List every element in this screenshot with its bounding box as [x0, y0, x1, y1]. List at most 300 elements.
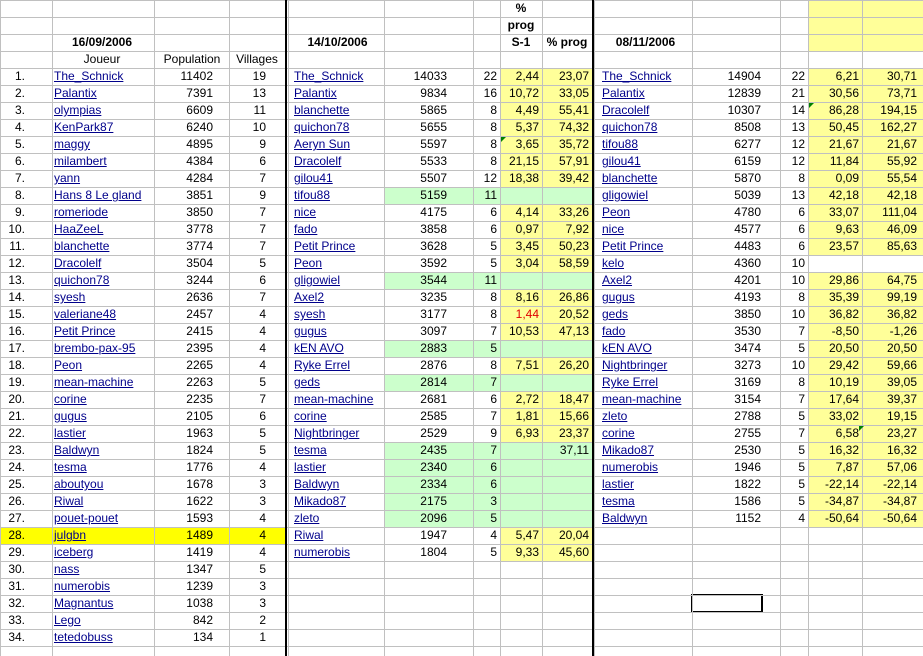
villages-cell: 7: [259, 290, 266, 304]
player-link[interactable]: gilou41: [602, 154, 641, 168]
prog-s1-cell: 50,45: [828, 120, 859, 134]
villages-cell: 7: [798, 392, 805, 406]
player-link[interactable]: mean-machine: [294, 392, 374, 406]
prog-s1-cell: 10,19: [828, 375, 859, 389]
villages-cell: 6: [490, 205, 497, 219]
villages-cell: 14: [791, 103, 805, 117]
player-link[interactable]: KenPark87: [54, 120, 114, 134]
population-cell: 2457: [186, 307, 213, 321]
villages-cell: 4: [259, 545, 266, 559]
block1-date: 16/09/2006: [71, 35, 133, 49]
villages-cell: 10: [791, 273, 805, 287]
player-link[interactable]: kEN AVO: [294, 341, 344, 355]
prog-cell: 26,20: [558, 358, 589, 372]
prog-s1-cell: 8,16: [515, 290, 539, 304]
player-link[interactable]: milambert: [54, 154, 107, 168]
player-link[interactable]: gligowiel: [602, 188, 649, 202]
player-link[interactable]: tifou88: [294, 188, 331, 202]
player-link[interactable]: The_Schnick: [294, 69, 364, 83]
population-cell: 14033: [413, 69, 447, 83]
prog-cell: 23,27: [886, 426, 917, 440]
population-cell: 4384: [186, 154, 213, 168]
player-link[interactable]: gilou41: [294, 171, 333, 185]
player-link[interactable]: zleto: [602, 409, 628, 423]
prog-s1-cell: [500, 510, 542, 527]
villages-cell: 4: [259, 528, 266, 542]
prog-s1-cell: [500, 187, 542, 204]
prog-s1-cell: 7,87: [835, 460, 859, 474]
prog-s1-cell: [808, 255, 862, 272]
player-link[interactable]: geds: [602, 307, 629, 321]
population-cell: 3858: [420, 222, 447, 236]
population-cell: 1776: [186, 460, 213, 474]
villages-cell: 10: [791, 358, 805, 372]
player-link[interactable]: Peon: [54, 358, 83, 372]
villages-cell: 8: [490, 120, 497, 134]
player-link[interactable]: Mikado87: [602, 443, 655, 457]
population-cell: 3474: [734, 341, 761, 355]
player-link[interactable]: Petit Prince: [54, 324, 116, 338]
player-link[interactable]: julgbn: [54, 528, 87, 542]
villages-cell: 7: [259, 239, 266, 253]
player-link[interactable]: quichon78: [54, 273, 110, 287]
prog-cell: 99,19: [886, 290, 917, 304]
villages-cell: 6: [259, 273, 266, 287]
villages-cell: 8: [490, 358, 497, 372]
population-cell: 8508: [734, 120, 761, 134]
player-link[interactable]: The_Schnick: [602, 69, 672, 83]
population-cell: 3235: [420, 290, 447, 304]
villages-cell: 6: [798, 239, 805, 253]
player-link[interactable]: gugus: [294, 324, 327, 338]
selected-cell[interactable]: [691, 594, 763, 613]
prog-cell: 30,71: [886, 69, 917, 83]
population-cell: 6277: [734, 137, 761, 151]
grid-col-line: [288, 0, 289, 656]
prog-s1-cell: 30,56: [828, 86, 859, 100]
population-cell: 5507: [420, 171, 447, 185]
population-cell: 4577: [734, 222, 761, 236]
player-link[interactable]: romeriode: [54, 205, 109, 219]
prog-cell: 57,06: [886, 460, 917, 474]
population-cell: 10307: [727, 103, 761, 117]
rank-cell: 18.: [8, 358, 25, 372]
prog-s1-cell: 36,82: [828, 307, 859, 321]
prog-s1-cell: 3,45: [515, 239, 539, 253]
population-cell: 842: [192, 613, 213, 627]
prog-s1-cell: -34,87: [824, 494, 859, 508]
villages-cell: 4: [259, 511, 266, 525]
player-link[interactable]: gugus: [54, 409, 87, 423]
population-cell: 1347: [186, 562, 213, 576]
villages-cell: 7: [259, 205, 266, 219]
villages-cell: 3: [259, 596, 266, 610]
villages-cell: 8: [490, 290, 497, 304]
rank-cell: 17.: [8, 341, 25, 355]
prog-cell: -22,14: [882, 477, 917, 491]
prog-cell: 39,37: [886, 392, 917, 406]
villages-cell: 3: [259, 477, 266, 491]
player-link[interactable]: quichon78: [602, 120, 658, 134]
villages-cell: 5: [259, 256, 266, 270]
player-link[interactable]: blanchette: [54, 239, 110, 253]
prog-s1-cell: 3,65: [515, 137, 539, 151]
population-cell: 1419: [186, 545, 213, 559]
prog-cell: -1,26: [889, 324, 917, 338]
villages-cell: 22: [483, 69, 497, 83]
grid-row-line: [0, 0, 923, 1]
population-cell: 2175: [420, 494, 447, 508]
player-link[interactable]: fado: [602, 324, 626, 338]
villages-cell: 9: [259, 137, 266, 151]
villages-cell: 12: [791, 137, 805, 151]
villages-cell: 10: [791, 307, 805, 321]
prog-cell: [542, 272, 592, 289]
population-cell: 6159: [734, 154, 761, 168]
prog-s1-cell: 9,33: [515, 545, 539, 559]
rank-cell: 24.: [8, 460, 25, 474]
villages-cell: 6: [490, 222, 497, 236]
population-cell: 5159: [420, 188, 447, 202]
villages-cell: 5: [490, 545, 497, 559]
rank-cell: 1.: [14, 69, 25, 83]
villages-cell: 5: [798, 341, 805, 355]
player-link[interactable]: pouet-pouet: [54, 511, 119, 525]
player-link[interactable]: geds: [294, 375, 321, 389]
population-cell: 11402: [180, 69, 213, 83]
villages-cell: 7: [490, 409, 497, 423]
player-link[interactable]: valeriane48: [54, 307, 117, 321]
villages-cell: 5: [798, 443, 805, 457]
prog-cell: 33,26: [558, 205, 589, 219]
population-cell: 6240: [186, 120, 213, 134]
player-link[interactable]: lastier: [294, 460, 327, 474]
prog-s1-cell: 1,81: [515, 409, 539, 423]
population-cell: 2235: [186, 392, 213, 406]
player-link[interactable]: Peon: [294, 256, 323, 270]
player-link[interactable]: tifou88: [602, 137, 639, 151]
player-link[interactable]: Mikado87: [294, 494, 347, 508]
player-link[interactable]: quichon78: [294, 120, 350, 134]
villages-cell: 7: [259, 392, 266, 406]
player-link[interactable]: Palantix: [54, 86, 97, 100]
player-link[interactable]: blanchette: [602, 171, 658, 185]
player-link[interactable]: nass: [54, 562, 80, 576]
rank-cell: 34.: [8, 630, 25, 644]
population-cell: 1822: [734, 477, 761, 491]
prog-s1-cell: 16,32: [828, 443, 859, 457]
rank-cell: 29.: [8, 545, 25, 559]
prog-s1-cell: 2,72: [515, 392, 539, 406]
villages-cell: 6: [798, 222, 805, 236]
prog-cell: 59,66: [886, 358, 917, 372]
player-link[interactable]: numerobis: [54, 579, 111, 593]
header-villages: Villages: [236, 52, 278, 66]
player-link[interactable]: syesh: [294, 307, 326, 321]
prog-cell: 85,63: [886, 239, 917, 253]
player-link[interactable]: numerobis: [294, 545, 351, 559]
block3-date: 08/11/2006: [615, 35, 676, 49]
player-link[interactable]: numerobis: [602, 460, 659, 474]
rank-cell: 13.: [8, 273, 25, 287]
player-link[interactable]: iceberg: [54, 545, 94, 559]
prog-cell: 36,82: [886, 307, 917, 321]
player-link[interactable]: Petit Prince: [602, 239, 664, 253]
villages-cell: 5: [490, 341, 497, 355]
comment-marker: [501, 137, 506, 142]
player-link[interactable]: brembo-pax-95: [54, 341, 136, 355]
prog-cell: 64,75: [886, 273, 917, 287]
villages-cell: 6: [259, 409, 266, 423]
grid-row-line: [0, 34, 923, 35]
prog-cell: 23,07: [558, 69, 589, 83]
prog-cell: 47,13: [558, 324, 589, 338]
comment-marker: [809, 103, 814, 108]
player-link[interactable]: maggy: [54, 137, 91, 151]
villages-cell: 4: [798, 511, 805, 525]
population-cell: 1593: [186, 511, 213, 525]
player-link[interactable]: aboutyou: [54, 477, 104, 491]
population-cell: 2788: [734, 409, 761, 423]
villages-cell: 5: [490, 256, 497, 270]
rank-cell: 31.: [8, 579, 25, 593]
prog-cell: 21,67: [886, 137, 917, 151]
villages-cell: 5: [798, 494, 805, 508]
player-link[interactable]: mean-machine: [602, 392, 682, 406]
prog-s1-cell: 21,15: [508, 154, 539, 168]
player-link[interactable]: corine: [602, 426, 635, 440]
player-link[interactable]: Nightbringer: [602, 358, 668, 372]
villages-cell: 16: [483, 86, 497, 100]
population-cell: 2876: [420, 358, 447, 372]
prog-cell: 111,04: [882, 205, 917, 219]
prog-s1-cell: 29,86: [828, 273, 859, 287]
villages-cell: 13: [252, 86, 266, 100]
rank-cell: 7.: [14, 171, 25, 185]
villages-cell: 21: [791, 86, 805, 100]
rank-cell: 22.: [8, 426, 25, 440]
villages-cell: 7: [259, 222, 266, 236]
rank-cell: 14.: [8, 290, 25, 304]
prog-cell: [542, 459, 592, 476]
villages-cell: 6: [490, 477, 497, 491]
player-link[interactable]: Ryke Errel: [294, 358, 351, 372]
prog-cell: 15,66: [558, 409, 589, 423]
rank-cell: 5.: [14, 137, 25, 151]
prog-s1-cell: 42,18: [828, 188, 859, 202]
player-link[interactable]: Lego: [54, 613, 81, 627]
player-link[interactable]: syesh: [54, 290, 86, 304]
rank-cell: 28.: [8, 528, 25, 542]
rank-cell: 30.: [8, 562, 25, 576]
population-cell: 1946: [734, 460, 761, 474]
population-cell: 3544: [420, 273, 447, 287]
player-link[interactable]: fado: [294, 222, 318, 236]
population-cell: 4895: [186, 137, 213, 151]
block-separator: [285, 0, 287, 656]
villages-cell: 11: [253, 103, 266, 117]
population-cell: 134: [192, 630, 213, 644]
player-link[interactable]: Magnantus: [54, 596, 114, 610]
villages-cell: 10: [791, 256, 805, 270]
population-cell: 3592: [420, 256, 447, 270]
player-link[interactable]: Baldwyn: [54, 443, 100, 457]
rank-cell: 10.: [8, 222, 25, 236]
rank-cell: 3.: [14, 103, 25, 117]
population-cell: 1947: [420, 528, 447, 542]
prog-s1-cell: 35,39: [828, 290, 859, 304]
prog-cell: 46,09: [886, 222, 917, 236]
header-population: Population: [163, 52, 221, 66]
player-link[interactable]: gligowiel: [294, 273, 341, 287]
population-cell: 2530: [734, 443, 761, 457]
player-link[interactable]: Palantix: [602, 86, 645, 100]
comment-marker: [859, 426, 864, 431]
prog-s1-cell: 17,64: [828, 392, 859, 406]
player-link[interactable]: Hans 8 Le gland: [54, 188, 142, 202]
villages-cell: 8: [490, 103, 497, 117]
player-link[interactable]: Petit Prince: [294, 239, 356, 253]
villages-cell: 5: [798, 477, 805, 491]
prog-cell: 162,27: [880, 120, 917, 134]
villages-cell: 5: [798, 409, 805, 423]
player-link[interactable]: nice: [294, 205, 317, 219]
population-cell: 1152: [735, 511, 761, 525]
villages-cell: 5: [259, 426, 266, 440]
population-cell: 1804: [420, 545, 447, 559]
player-link[interactable]: tesma: [602, 494, 635, 508]
population-cell: 4360: [734, 256, 761, 270]
prog-s1-cell: 3,04: [515, 256, 539, 270]
population-cell: 2435: [420, 443, 447, 457]
population-cell: 3778: [186, 222, 213, 236]
prog-s1-cell: 11,84: [829, 154, 859, 168]
player-link[interactable]: Nightbringer: [294, 426, 360, 440]
population-cell: 3850: [734, 307, 761, 321]
villages-cell: 5: [259, 375, 266, 389]
population-cell: 5655: [420, 120, 447, 134]
player-link[interactable]: The_Schnick: [54, 69, 124, 83]
player-link[interactable]: corine: [54, 392, 87, 406]
player-link[interactable]: olympias: [54, 103, 102, 117]
player-link[interactable]: Dracolelf: [54, 256, 102, 270]
population-cell: 7391: [186, 86, 213, 100]
villages-cell: 9: [490, 426, 497, 440]
prog-s1-cell: 18,38: [508, 171, 539, 185]
prog-s1-cell: 7,51: [515, 358, 539, 372]
prog-cell: 57,91: [558, 154, 589, 168]
villages-cell: 3: [490, 494, 497, 508]
prog-cell: 35,72: [558, 137, 589, 151]
villages-cell: 3: [259, 579, 266, 593]
population-cell: 1239: [186, 579, 213, 593]
player-link[interactable]: Axel2: [294, 290, 325, 304]
prog-cell: 55,54: [886, 171, 917, 185]
prog-s1-cell: 6,93: [515, 426, 539, 440]
player-link[interactable]: tesma: [294, 443, 327, 457]
prog-cell: 7,92: [565, 222, 589, 236]
population-cell: 3530: [734, 324, 761, 338]
villages-cell: 4: [259, 324, 266, 338]
rank-cell: 32.: [8, 596, 25, 610]
population-cell: 2883: [420, 341, 447, 355]
villages-cell: 6: [490, 460, 497, 474]
prog-cell: 23,37: [558, 426, 589, 440]
villages-cell: 7: [798, 426, 805, 440]
prog-s1-cell: 6,58: [835, 426, 859, 440]
player-link[interactable]: nice: [602, 222, 625, 236]
population-cell: 1038: [186, 596, 213, 610]
prog-cell: 50,23: [558, 239, 589, 253]
villages-cell: 11: [484, 273, 497, 287]
player-link[interactable]: Aeryn Sun: [294, 137, 351, 151]
player-link[interactable]: mean-machine: [54, 375, 134, 389]
population-cell: 4193: [734, 290, 761, 304]
player-link[interactable]: Riwal: [294, 528, 324, 542]
player-link[interactable]: kelo: [602, 256, 625, 270]
population-cell: 2755: [734, 426, 761, 440]
player-link[interactable]: Baldwyn: [294, 477, 340, 491]
population-cell: 3628: [420, 239, 447, 253]
player-link[interactable]: lastier: [602, 477, 635, 491]
rank-cell: 9.: [14, 205, 25, 219]
player-link[interactable]: Dracolelf: [294, 154, 342, 168]
population-cell: 2585: [420, 409, 447, 423]
villages-cell: 12: [791, 154, 805, 168]
player-link[interactable]: HaaZeeL: [54, 222, 104, 236]
player-link[interactable]: Baldwyn: [602, 511, 648, 525]
player-link[interactable]: zleto: [294, 511, 320, 525]
rank-cell: 11.: [9, 239, 25, 253]
prog-cell: 18,47: [558, 392, 589, 406]
rank-cell: 33.: [8, 613, 25, 627]
player-link[interactable]: blanchette: [294, 103, 350, 117]
prog-s1-cell: [500, 272, 542, 289]
population-cell: 1678: [186, 477, 213, 491]
player-link[interactable]: Peon: [602, 205, 631, 219]
player-link[interactable]: tetedobuss: [54, 630, 113, 644]
population-cell: 4483: [734, 239, 761, 253]
player-link[interactable]: Ryke Errel: [602, 375, 659, 389]
villages-cell: 11: [484, 188, 497, 202]
player-link[interactable]: Dracolelf: [602, 103, 650, 117]
prog-cell: [542, 187, 592, 204]
rank-cell: 6.: [14, 154, 25, 168]
villages-cell: 8: [798, 375, 805, 389]
player-link[interactable]: Palantix: [294, 86, 337, 100]
player-link[interactable]: Axel2: [602, 273, 633, 287]
villages-cell: 3: [259, 494, 266, 508]
prog-s1-cell: 4,49: [515, 103, 539, 117]
player-link[interactable]: Riwal: [54, 494, 84, 508]
player-link[interactable]: corine: [294, 409, 327, 423]
player-link[interactable]: tesma: [54, 460, 87, 474]
player-link[interactable]: gugus: [602, 290, 635, 304]
population-cell: 1824: [186, 443, 213, 457]
population-cell: 14904: [727, 69, 761, 83]
population-cell: 3851: [186, 188, 213, 202]
prog-s1-cell: -50,64: [824, 511, 859, 525]
population-cell: 3504: [186, 256, 213, 270]
population-cell: 2340: [420, 460, 447, 474]
player-link[interactable]: lastier: [54, 426, 87, 440]
player-link[interactable]: yann: [54, 171, 81, 185]
player-link[interactable]: kEN AVO: [602, 341, 652, 355]
population-cell: 5870: [734, 171, 761, 185]
prog-s1-cell: 33,07: [828, 205, 859, 219]
prog-cell: 58,59: [558, 256, 589, 270]
prog-s1-cell: [500, 374, 542, 391]
